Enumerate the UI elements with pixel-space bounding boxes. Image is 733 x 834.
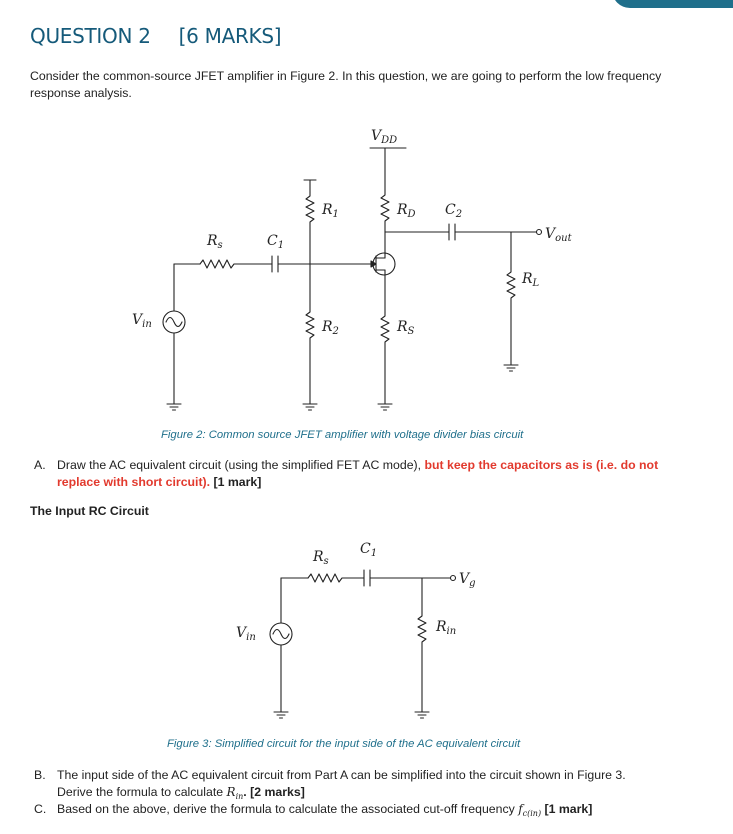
part-a-text: Draw the AC equivalent circuit (using the simplified FET AC mode), xyxy=(57,458,425,472)
figure2-caption: Figure 2: Common source JFET amplifier with voltage divider bias circuit xyxy=(161,429,524,441)
part-a-letter: A. xyxy=(34,458,46,472)
vout-terminal xyxy=(537,230,542,235)
label-rd: $R_D$ xyxy=(397,202,416,220)
fig3-label-vin: $V_{in}$ xyxy=(236,625,256,643)
fig3-rs-resistor xyxy=(308,574,364,582)
label-rl: $R_L$ xyxy=(522,271,540,289)
r1-resistor xyxy=(306,192,314,264)
part-b-line1: The input side of the AC equivalent circuit from Part A can be simplified into the circuit shown in Figure 3. xyxy=(57,768,626,782)
part-b-marks: . [2 marks] xyxy=(243,785,305,799)
label-vin: $V_{in}$ xyxy=(132,312,152,330)
label-rs-input: $R_s$ xyxy=(207,233,223,251)
question-title: QUESTION 2 xyxy=(30,24,151,48)
rl-resistor xyxy=(507,268,515,365)
label-r2: $R_2$ xyxy=(322,319,339,337)
fig3-rin-resistor xyxy=(418,612,426,712)
symbol-rin: $R_{in}$ xyxy=(226,785,244,801)
figure3-caption: Figure 3: Simplified circuit for the input side of the AC equivalent circuit xyxy=(167,738,521,750)
rs-input-resistor xyxy=(200,260,238,268)
rd-resistor xyxy=(381,190,389,232)
label-c1: $C_1$ xyxy=(267,233,285,251)
r2-resistor xyxy=(306,264,314,404)
fig3-label-rin: $R_{in}$ xyxy=(436,619,457,637)
fig3-label-rs: $R_s$ xyxy=(313,549,329,567)
symbol-fc-in: $f_{c(in)}$ xyxy=(518,802,542,818)
part-b-line2: Derive the formula to calculate xyxy=(57,785,227,799)
part-c-letter: C. xyxy=(34,802,47,816)
label-r1: $R_1$ xyxy=(322,202,339,220)
label-c2: $C_2$ xyxy=(445,202,463,220)
fig3-label-c1: $C_1$ xyxy=(360,541,378,559)
fig3-label-vg: $V_g$ xyxy=(459,571,476,589)
rs-source-resistor xyxy=(381,312,389,404)
input-rc-subheading: The Input RC Circuit xyxy=(30,504,149,518)
intro-paragraph: Consider the common-source JFET amplifier in Figure 2. In this question, we are going to perform the low frequency response analysis. xyxy=(30,69,662,100)
vg-terminal xyxy=(451,576,456,581)
part-a-warning: but keep the capacitors as is (i.e. do not replace with short circuit). xyxy=(57,458,659,489)
label-vout: $V_{out}$ xyxy=(545,226,572,244)
label-vdd: $V_{DD}$ xyxy=(371,128,398,146)
label-rs-source: $R_S$ xyxy=(397,319,415,337)
part-c-marks: [1 mark] xyxy=(541,802,593,816)
part-c-text: Based on the above, derive the formula to calculate the associated cut-off frequency xyxy=(57,802,519,816)
part-b-letter: B. xyxy=(34,768,46,782)
part-a-marks: [1 mark] xyxy=(210,475,262,489)
question-marks: [6 MARKS] xyxy=(178,24,282,48)
